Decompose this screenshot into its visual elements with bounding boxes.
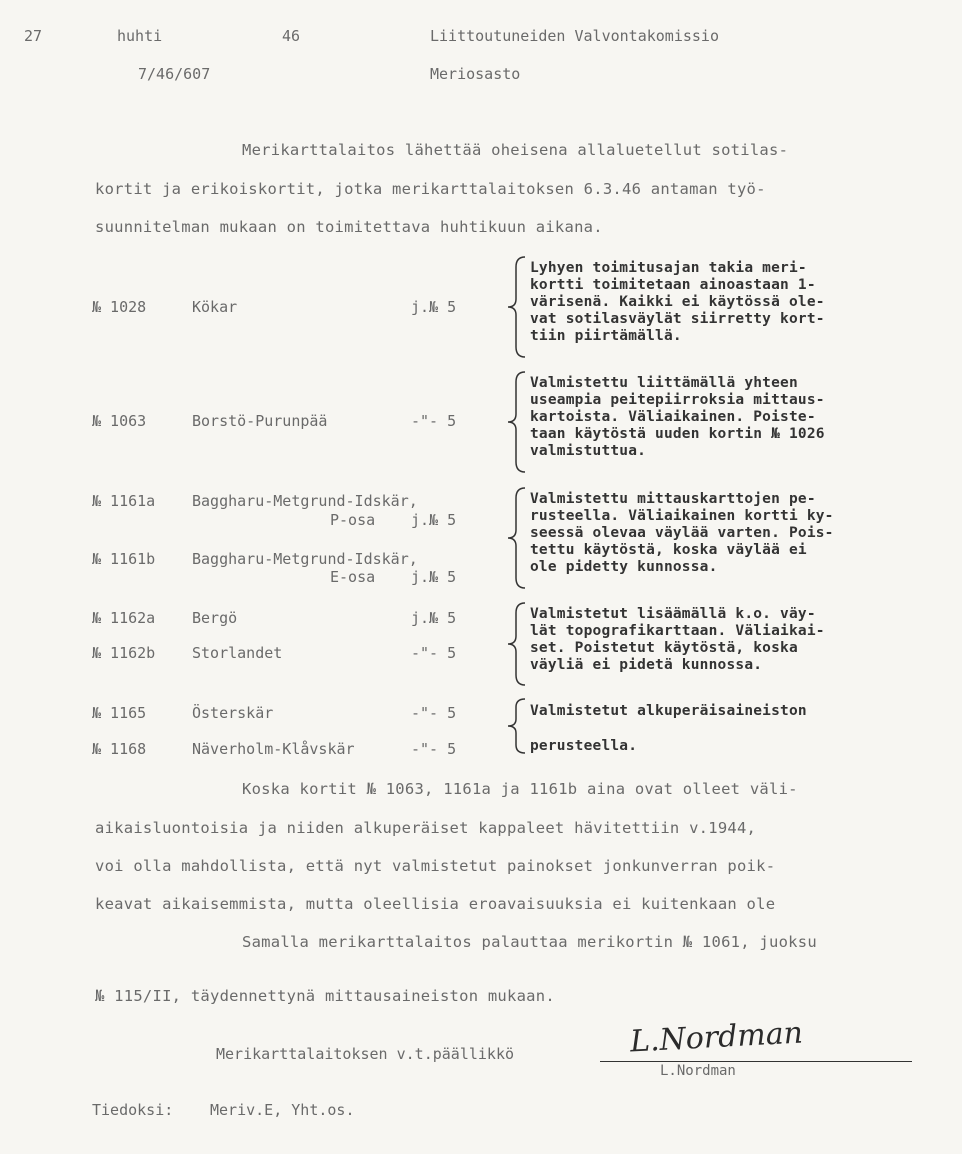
closing-line: № 115/II, täydennettynä mittausaineiston mukaan. (95, 987, 555, 1005)
chart-name: Borstö-Purunpää (192, 412, 328, 430)
recipient-organization: Liittoutuneiden Valvontakomissio (430, 27, 719, 45)
chart-count: -"- 5 (411, 704, 457, 722)
brace-mark (505, 601, 529, 687)
intro-line: suunnitelman mukaan on toimitettava huhtikuun aikana. (95, 218, 603, 236)
closing-line: Samalla merikarttalaitos palauttaa merikortin № 1061, juoksu (242, 933, 817, 951)
chart-name: Österskär (192, 704, 274, 722)
chart-name: Bergö (192, 609, 238, 627)
chart-count: -"- 5 (411, 740, 457, 758)
chart-number: № 1028 (92, 298, 147, 316)
closing-line: aikaisluontoisia ja niiden alkuperäiset kappaleet hävitettiin v.1944, (95, 819, 757, 837)
cc-value: Meriv.E, Yht.os. (210, 1101, 355, 1119)
closing-line: voi olla mahdollista, että nyt valmistetut painokset jonkunverran poik- (95, 857, 776, 875)
chart-note-line: vat sotilasväylät siirretty kort- (530, 311, 825, 327)
chart-name: Baggharu-Metgrund-Idskär, (192, 492, 418, 510)
brace-mark (505, 486, 529, 590)
chart-count: j.№ 5 (411, 568, 457, 586)
chart-note-line: ole pidetty kunnossa. (530, 559, 718, 575)
chart-note-line: kartoista. Väliaikainen. Poiste- (530, 409, 816, 425)
chart-note-line: valmistuttua. (530, 443, 647, 459)
closing-line: keavat aikaisemmista, mutta oleellisia eroavaisuuksia ei kuitenkaan ole (95, 895, 776, 913)
document-year: 46 (282, 27, 301, 45)
chart-note-line: kortti toimitetaan ainoastaan 1- (530, 277, 816, 293)
intro-line: kortit ja erikoiskortit, jotka merikarttalaitoksen 6.3.46 antaman työ- (95, 180, 766, 198)
chart-note-line: Valmistetut lisäämällä k.o. väy- (530, 606, 816, 622)
chart-name: Baggharu-Metgrund-Idskär, (192, 550, 418, 568)
chart-count: -"- 5 (411, 412, 457, 430)
chart-note-line: tiin piirtämällä. (530, 328, 682, 344)
chart-note-line: set. Poistetut käytöstä, koska (530, 640, 798, 656)
chart-note-line: useampia peitepiirroksia mittaus- (530, 392, 825, 408)
chart-section: E-osa (330, 568, 376, 586)
chart-number: № 1161a (92, 492, 156, 510)
signature-line (600, 1061, 912, 1062)
intro-line: Merikarttalaitos lähettää oheisena allaluetellut sotilas- (242, 141, 789, 159)
recipient-department: Meriosasto (430, 65, 521, 83)
chart-number: № 1162a (92, 609, 156, 627)
chart-number: № 1063 (92, 412, 147, 430)
reference-number: 7/46/607 (138, 65, 211, 83)
document-month: huhti (117, 27, 163, 45)
chart-note-line: väyliä ei pidetä kunnossa. (530, 657, 763, 673)
chart-note-line: seessä olevaa väylää varten. Pois- (530, 525, 834, 541)
chart-number: № 1165 (92, 704, 147, 722)
chart-section: P-osa (330, 511, 376, 529)
chart-name: Kökar (192, 298, 238, 316)
chart-name: Näverholm-Klåvskär (192, 740, 355, 758)
chart-note-line: tettu käytöstä, koska väylää ei (530, 542, 807, 558)
chart-number: № 1168 (92, 740, 147, 758)
chart-note-line: värisenä. Kaikki ei käytössä ole- (530, 294, 825, 310)
chart-note-line: perusteella. (530, 738, 638, 754)
chart-number: № 1162b (92, 644, 156, 662)
brace-mark (505, 370, 529, 474)
chart-note-line: Valmistettu liittämällä yhteen (530, 375, 798, 391)
chart-note-line: Valmistettu mittauskarttojen pe- (530, 491, 816, 507)
chart-name: Storlandet (192, 644, 283, 662)
chart-count: -"- 5 (411, 644, 457, 662)
chart-count: j.№ 5 (411, 511, 457, 529)
signatory-title: Merikarttalaitoksen v.t.päällikkö (216, 1045, 515, 1063)
chart-note-line: lät topografikarttaan. Väliaikai- (530, 623, 825, 639)
closing-line: Koska kortit № 1063, 1161a ja 1161b aina ovat olleet väli- (242, 780, 798, 798)
document-number: 27 (24, 27, 43, 45)
handwritten-signature: L.Nordman (629, 1015, 804, 1060)
signatory-name: L.Nordman (660, 1063, 736, 1079)
chart-note-line: rusteella. Väliaikainen kortti ky- (530, 508, 834, 524)
chart-count: j.№ 5 (411, 609, 457, 627)
chart-note-line: taan käytöstä uuden kortin № 1026 (530, 426, 825, 442)
chart-note-line: Lyhyen toimitusajan takia meri- (530, 260, 807, 276)
chart-number: № 1161b (92, 550, 156, 568)
brace-mark (505, 697, 529, 757)
chart-count: j.№ 5 (411, 298, 457, 316)
cc-label: Tiedoksi: (92, 1101, 174, 1119)
brace-mark (505, 255, 529, 359)
chart-note-line: Valmistetut alkuperäisaineiston (530, 703, 807, 719)
